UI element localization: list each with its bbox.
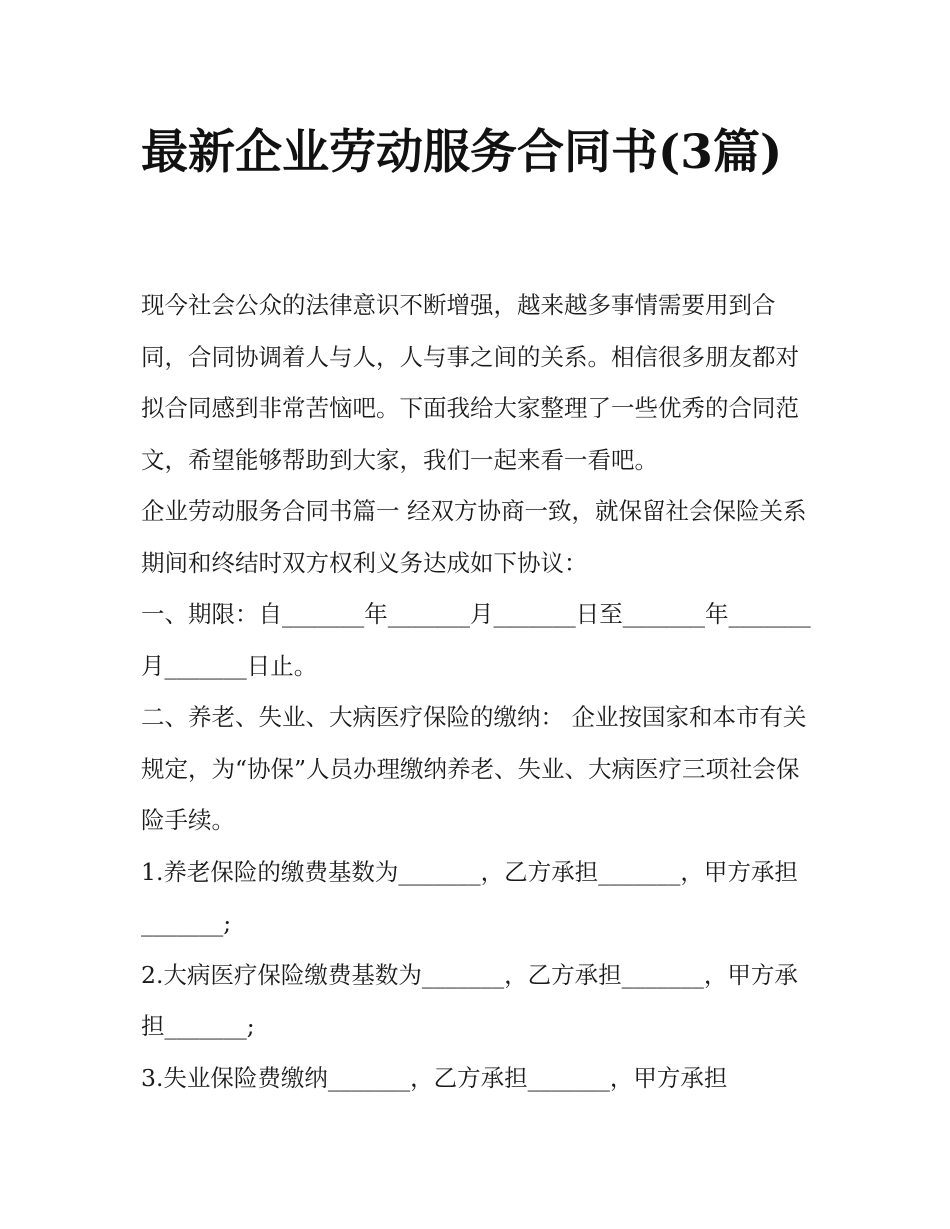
- pension-clause: 1.养老保险的缴费基数为_______，乙方承担_______，甲方承担_______;: [141, 857, 798, 937]
- unemployment-clause: 3.失业保险费缴纳_______，乙方承担_______，甲方承担: [141, 1063, 728, 1092]
- insurance-clause: 二、养老、失业、大病医疗保险的缴纳： 企业按国家和本市有关规定，为“协保”人员办理缴纳养老、失业、大病医疗三项社会保险手续。: [141, 703, 807, 834]
- medical-clause: 2.大病医疗保险缴费基数为_______，乙方承担_______，甲方承担_______;: [141, 960, 798, 1040]
- term-clause: 一、期限：自_______年_______月_______日至_______年_______月_______日止。: [141, 600, 811, 680]
- intro-paragraph: 现今社会公众的法律意识不断增强，越来越多事情需要用到合同，合同协调着人与人，人与事之间的关系。相信很多朋友都对拟合同感到非常苦恼吧。下面我给大家整理了一些优秀的合同范文，希望能够帮助到大家，我们一起来看一看吧。: [141, 291, 799, 474]
- document-title: 最新企业劳动服务合同书(3篇): [141, 125, 783, 180]
- section-intro-paragraph: 企业劳动服务合同书篇一 经双方协商一致，就保留社会保险关系期间和终结时双方权利义务达成如下协议：: [141, 497, 807, 577]
- document-body: [141, 280, 816, 1104]
